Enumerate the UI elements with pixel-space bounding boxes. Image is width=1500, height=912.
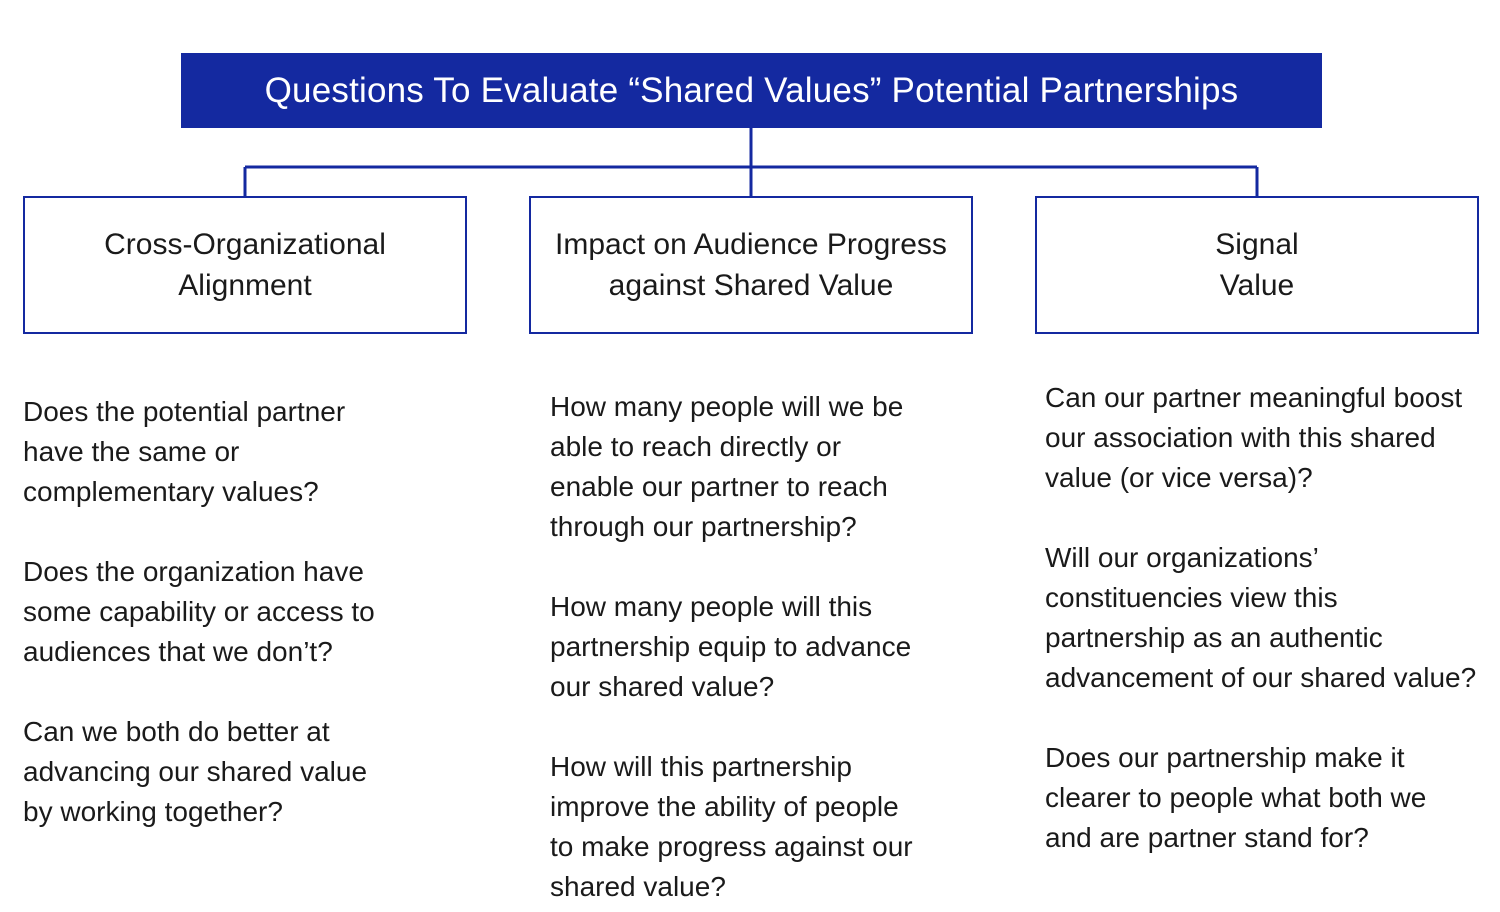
question-item: Does the potential partner have the same or complementary values? — [23, 396, 346, 507]
question-item: Can we both do better at advancing our shared value by working together? — [23, 716, 368, 827]
column-heading-cross-organizational-alignment: Cross-Organizational Alignment — [23, 196, 467, 334]
column-heading-signal-value: Signal Value — [1035, 196, 1479, 334]
question-item: Does the organization have some capability or access to audiences that we don’t? — [23, 556, 375, 667]
question-item: How will this partnership improve the ability of people to make progress against our shared value? — [550, 751, 913, 902]
question-item: Does our partnership make it clearer to people what both we and are partner stand for? — [1045, 742, 1427, 853]
diagram-title: Questions To Evaluate “Shared Values” Potential Partnerships — [181, 53, 1322, 128]
column-heading-impact-on-audience-progress: Impact on Audience Progress against Shared Value — [529, 196, 973, 334]
question-item: Will our organizations’ constituencies view this partnership as an authentic advancement of our shared value? — [1045, 542, 1477, 693]
question-item: Can our partner meaningful boost our association with this shared value (or vice versa)? — [1045, 382, 1463, 493]
question-item: How many people will this partnership equip to advance our shared value? — [550, 591, 912, 702]
question-item: How many people will we be able to reach directly or enable our partner to reach through our partnership? — [550, 391, 904, 542]
